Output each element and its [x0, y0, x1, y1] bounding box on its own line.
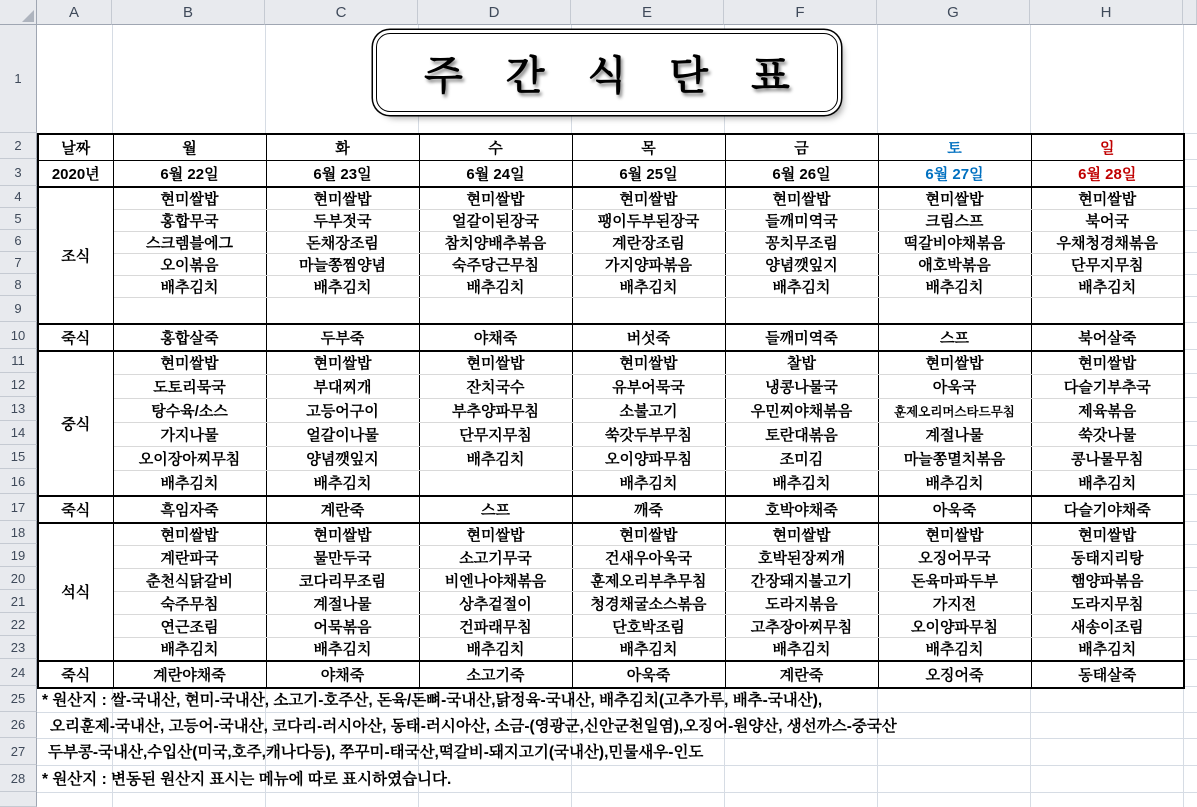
menu-cell[interactable]: [725, 298, 878, 324]
row-header-12[interactable]: 12: [0, 373, 37, 397]
date-cell-월[interactable]: 6월 22일: [113, 160, 266, 187]
row-header-15[interactable]: 15: [0, 445, 37, 469]
menu-cell[interactable]: 가지나물: [113, 423, 266, 447]
row-header-2[interactable]: 2: [0, 133, 37, 159]
footnote-line[interactable]: * 원산지 : 변동된 원산지 표시는 메뉴에 따로 표시하였습니다.: [42, 771, 452, 788]
menu-cell[interactable]: 마늘쫑멸치볶음: [878, 447, 1031, 471]
section-label-죽식-3[interactable]: 죽식: [38, 496, 113, 523]
menu-cell[interactable]: 홍합무국: [113, 210, 266, 232]
menu-cell[interactable]: 단무지무침: [1031, 254, 1184, 276]
menu-cell[interactable]: 오이볶음: [113, 254, 266, 276]
row-header-10[interactable]: 10: [0, 322, 37, 349]
row-header-8[interactable]: 8: [0, 274, 37, 296]
row-header-28[interactable]: 28: [0, 765, 37, 792]
footnote-line[interactable]: * 원산지 : 쌀-국내산, 현미-국내산, 소고기-호주산, 돈육/돈뼈-국내산,닭정육-국내산, 배추김치(고추가루, 배추-국내산),: [42, 692, 823, 709]
menu-cell[interactable]: 들깨미역국: [725, 210, 878, 232]
row-header-3[interactable]: 3: [0, 159, 37, 186]
menu-cell[interactable]: 현미쌀밥: [419, 187, 572, 210]
menu-cell[interactable]: 현미쌀밥: [266, 187, 419, 210]
menu-cell[interactable]: 가지양파볶음: [572, 254, 725, 276]
menu-cell[interactable]: 건파래무침: [419, 615, 572, 638]
menu-cell[interactable]: 다슬기부추국: [1031, 375, 1184, 399]
day-header-일[interactable]: 일: [1031, 134, 1184, 160]
menu-cell[interactable]: 쑥갓나물: [1031, 423, 1184, 447]
menu-cell[interactable]: 소불고기: [572, 399, 725, 423]
menu-cell[interactable]: 햄양파볶음: [1031, 569, 1184, 592]
footnote-line[interactable]: 두부콩-국내산,수입산(미국,호주,캐나다등), 쭈꾸미-태국산,떡갈비-돼지고기(국내산),민물새우-인도: [48, 744, 704, 761]
menu-cell[interactable]: 현미쌀밥: [572, 187, 725, 210]
porridge-cell[interactable]: 오징어죽: [878, 661, 1031, 688]
menu-cell[interactable]: 현미쌀밥: [266, 351, 419, 375]
menu-cell[interactable]: 배추김치: [572, 276, 725, 298]
row-header-18[interactable]: 18: [0, 521, 37, 544]
menu-cell[interactable]: 배추김치: [419, 276, 572, 298]
menu-cell[interactable]: 쑥갓두부무침: [572, 423, 725, 447]
menu-cell[interactable]: 배추김치: [878, 638, 1031, 661]
menu-cell[interactable]: 물만두국: [266, 546, 419, 569]
page-title: 주 간 식 단 표: [424, 54, 806, 98]
menu-cell[interactable]: 팽이두부된장국: [572, 210, 725, 232]
row-header-6[interactable]: 6: [0, 230, 37, 252]
menu-cell[interactable]: 배추김치: [419, 638, 572, 661]
menu-cell[interactable]: 훈제오리부추무침: [572, 569, 725, 592]
column-header-H[interactable]: H: [1030, 0, 1183, 25]
menu-cell[interactable]: 오이양파무침: [878, 615, 1031, 638]
row-header-27[interactable]: 27: [0, 738, 37, 765]
porridge-cell[interactable]: 들깨미역죽: [725, 324, 878, 351]
menu-cell[interactable]: 애호박볶음: [878, 254, 1031, 276]
porridge-cell[interactable]: 계란야채죽: [113, 661, 266, 688]
column-header-F[interactable]: F: [724, 0, 877, 25]
porridge-cell[interactable]: 아욱죽: [572, 661, 725, 688]
menu-cell[interactable]: 어묵볶음: [266, 615, 419, 638]
menu-cell[interactable]: 마늘쫑찜양념: [266, 254, 419, 276]
menu-cell[interactable]: 크림스프: [878, 210, 1031, 232]
date-cell-목[interactable]: 6월 25일: [572, 160, 725, 187]
menu-cell[interactable]: 참치양배추볶음: [419, 232, 572, 254]
menu-cell[interactable]: 배추김치: [878, 276, 1031, 298]
porridge-cell[interactable]: 다슬기야채죽: [1031, 496, 1184, 523]
menu-cell[interactable]: 소고기무국: [419, 546, 572, 569]
menu-cell[interactable]: 배추김치: [266, 276, 419, 298]
row-header-13[interactable]: 13: [0, 397, 37, 421]
footnote-line[interactable]: 오리훈제-국내산, 고등어-국내산, 코다리-러시아산, 동태-러시아산, 소금-(영광군,신안군천일염),오징어-원양산, 생선까스-중국산: [50, 718, 897, 735]
row-header-7[interactable]: 7: [0, 252, 37, 274]
menu-cell[interactable]: 도라지볶음: [725, 592, 878, 615]
menu-cell[interactable]: 부추양파무침: [419, 399, 572, 423]
section-label-석식[interactable]: 석식: [38, 523, 113, 661]
menu-cell[interactable]: 배추김치: [113, 276, 266, 298]
menu-cell[interactable]: 계절나물: [878, 423, 1031, 447]
menu-cell[interactable]: 배추김치: [572, 638, 725, 661]
day-header-수[interactable]: 수: [419, 134, 572, 160]
menu-cell[interactable]: 찰밥: [725, 351, 878, 375]
row-header-14[interactable]: 14: [0, 421, 37, 445]
menu-cell[interactable]: 계란장조림: [572, 232, 725, 254]
column-header-partial[interactable]: [1183, 0, 1197, 25]
menu-cell[interactable]: 스크렘블에그: [113, 232, 266, 254]
column-header-C[interactable]: C: [265, 0, 418, 25]
menu-cell[interactable]: 탕수육/소스: [113, 399, 266, 423]
day-header-목[interactable]: 목: [572, 134, 725, 160]
menu-cell[interactable]: 꽁치무조림: [725, 232, 878, 254]
porridge-cell[interactable]: 야채죽: [419, 324, 572, 351]
menu-cell[interactable]: 현미쌀밥: [113, 523, 266, 546]
date-cell-수[interactable]: 6월 24일: [419, 160, 572, 187]
menu-cell[interactable]: [419, 298, 572, 324]
row-header-26[interactable]: 26: [0, 712, 37, 738]
row-header-19[interactable]: 19: [0, 544, 37, 567]
menu-cell[interactable]: [113, 298, 266, 324]
row-header-22[interactable]: 22: [0, 613, 37, 636]
menu-cell[interactable]: 배추김치: [725, 276, 878, 298]
menu-cell[interactable]: 계절나물: [266, 592, 419, 615]
menu-cell[interactable]: [572, 298, 725, 324]
title-box[interactable]: [376, 33, 838, 112]
menu-cell[interactable]: 배추김치: [419, 447, 572, 471]
menu-cell[interactable]: 춘천식닭갈비: [113, 569, 266, 592]
menu-cell[interactable]: 현미쌀밥: [725, 187, 878, 210]
menu-cell[interactable]: 돈채장조림: [266, 232, 419, 254]
menu-cell[interactable]: 숙주당근무침: [419, 254, 572, 276]
row-header-partial[interactable]: [0, 792, 37, 807]
menu-cell[interactable]: 두부젓국: [266, 210, 419, 232]
menu-cell[interactable]: 떡갈비야채볶음: [878, 232, 1031, 254]
menu-cell[interactable]: 훈제오리머스타드무침: [878, 399, 1031, 423]
menu-cell[interactable]: 조미김: [725, 447, 878, 471]
menu-cell[interactable]: 현미쌀밥: [878, 523, 1031, 546]
date-cell-금[interactable]: 6월 26일: [725, 160, 878, 187]
date-cell-화[interactable]: 6월 23일: [266, 160, 419, 187]
day-header-금[interactable]: 금: [725, 134, 878, 160]
row-header-23[interactable]: 23: [0, 636, 37, 659]
porridge-cell[interactable]: 동태살죽: [1031, 661, 1184, 688]
column-header-G[interactable]: G: [877, 0, 1030, 25]
select-all-corner[interactable]: [0, 0, 37, 25]
day-header-월[interactable]: 월: [113, 134, 266, 160]
section-label-죽식-5[interactable]: 죽식: [38, 661, 113, 688]
menu-cell[interactable]: 잔치국수: [419, 375, 572, 399]
date-cell-토[interactable]: 6월 27일: [878, 160, 1031, 187]
menu-cell[interactable]: 비엔나야채볶음: [419, 569, 572, 592]
porridge-cell[interactable]: 계란죽: [725, 661, 878, 688]
menu-cell[interactable]: 현미쌀밥: [878, 187, 1031, 210]
row-header-21[interactable]: 21: [0, 590, 37, 613]
menu-cell[interactable]: 현미쌀밥: [113, 187, 266, 210]
menu-cell[interactable]: 단무지무침: [419, 423, 572, 447]
select-all-triangle-icon: [22, 10, 34, 22]
menu-cell[interactable]: 고등어구이: [266, 399, 419, 423]
row-headers: [0, 25, 37, 807]
menu-cell[interactable]: 가지전: [878, 592, 1031, 615]
row-header-11[interactable]: 11: [0, 349, 37, 373]
menu-cell[interactable]: 오이양파무침: [572, 447, 725, 471]
porridge-cell[interactable]: 야채죽: [266, 661, 419, 688]
column-headers: [37, 0, 1197, 25]
menu-cell[interactable]: 현미쌀밥: [113, 351, 266, 375]
porridge-cell[interactable]: 버섯죽: [572, 324, 725, 351]
menu-cell[interactable]: 배추김치: [1031, 471, 1184, 496]
menu-cell[interactable]: 현미쌀밥: [725, 523, 878, 546]
menu-cell[interactable]: 현미쌀밥: [572, 351, 725, 375]
row-header-25[interactable]: 25: [0, 686, 37, 712]
menu-cell[interactable]: 현미쌀밥: [572, 523, 725, 546]
porridge-cell[interactable]: 깨죽: [572, 496, 725, 523]
row-header-5[interactable]: 5: [0, 208, 37, 230]
menu-cell[interactable]: 배추김치: [878, 471, 1031, 496]
menu-cell[interactable]: 배추김치: [266, 638, 419, 661]
menu-cell[interactable]: 새송이조림: [1031, 615, 1184, 638]
menu-cell[interactable]: 유부어묵국: [572, 375, 725, 399]
menu-cell[interactable]: 단호박조림: [572, 615, 725, 638]
menu-cell[interactable]: 도라지무침: [1031, 592, 1184, 615]
menu-cell[interactable]: 현미쌀밥: [1031, 523, 1184, 546]
menu-cell[interactable]: 배추김치: [266, 471, 419, 496]
porridge-cell[interactable]: 스프: [878, 324, 1031, 351]
menu-cell[interactable]: 양념깻잎지: [725, 254, 878, 276]
date-label-cell[interactable]: 날짜: [38, 134, 113, 160]
section-label-조식[interactable]: 조식: [38, 187, 113, 324]
menu-cell[interactable]: 호박된장찌개: [725, 546, 878, 569]
menu-cell[interactable]: 계란파국: [113, 546, 266, 569]
porridge-cell[interactable]: 두부죽: [266, 324, 419, 351]
menu-cell[interactable]: 현미쌀밥: [419, 351, 572, 375]
porridge-cell[interactable]: 소고기죽: [419, 661, 572, 688]
section-label-죽식-1[interactable]: 죽식: [38, 324, 113, 351]
day-header-화[interactable]: 화: [266, 134, 419, 160]
menu-cell[interactable]: 돈육마파두부: [878, 569, 1031, 592]
column-header-B[interactable]: B: [112, 0, 265, 25]
menu-cell[interactable]: 오징어무국: [878, 546, 1031, 569]
menu-cell[interactable]: 제육볶음: [1031, 399, 1184, 423]
menu-cell[interactable]: 청경채굴소스볶음: [572, 592, 725, 615]
menu-cell[interactable]: [1031, 298, 1184, 324]
row-header-16[interactable]: 16: [0, 469, 37, 494]
menu-cell[interactable]: 배추김치: [1031, 638, 1184, 661]
menu-cell[interactable]: [878, 298, 1031, 324]
menu-cell[interactable]: 배추김치: [1031, 276, 1184, 298]
menu-cell[interactable]: 숙주무침: [113, 592, 266, 615]
menu-cell[interactable]: 우민찌야채볶음: [725, 399, 878, 423]
menu-cell[interactable]: 코다리무조림: [266, 569, 419, 592]
menu-cell[interactable]: 우채청경채볶음: [1031, 232, 1184, 254]
menu-cell[interactable]: 배추김치: [113, 638, 266, 661]
porridge-cell[interactable]: 계란죽: [266, 496, 419, 523]
menu-cell[interactable]: 간장돼지불고기: [725, 569, 878, 592]
menu-cell[interactable]: 동태지리탕: [1031, 546, 1184, 569]
menu-cell[interactable]: 냉콩나물국: [725, 375, 878, 399]
porridge-cell[interactable]: 아욱죽: [878, 496, 1031, 523]
menu-cell[interactable]: [266, 298, 419, 324]
row-header-20[interactable]: 20: [0, 567, 37, 590]
date-cell-일[interactable]: 6월 28일: [1031, 160, 1184, 187]
menu-cell[interactable]: 얼갈이나물: [266, 423, 419, 447]
year-cell[interactable]: 2020년: [38, 160, 113, 187]
menu-cell[interactable]: 오이장아찌무침: [113, 447, 266, 471]
menu-cell[interactable]: 배추김치: [725, 638, 878, 661]
row-header-4[interactable]: 4: [0, 186, 37, 208]
menu-cell[interactable]: 배추김치: [113, 471, 266, 496]
porridge-cell[interactable]: 북어살죽: [1031, 324, 1184, 351]
porridge-cell[interactable]: 호박야채죽: [725, 496, 878, 523]
menu-cell[interactable]: 북어국: [1031, 210, 1184, 232]
porridge-cell[interactable]: 스프: [419, 496, 572, 523]
menu-cell[interactable]: 건새우아욱국: [572, 546, 725, 569]
menu-cell[interactable]: 현미쌀밥: [878, 351, 1031, 375]
column-header-A[interactable]: A: [37, 0, 112, 25]
section-label-중식[interactable]: 중식: [38, 351, 113, 496]
menu-cell[interactable]: 연근조림: [113, 615, 266, 638]
menu-cell[interactable]: 도토리묵국: [113, 375, 266, 399]
menu-cell[interactable]: 부대찌개: [266, 375, 419, 399]
column-header-E[interactable]: E: [571, 0, 724, 25]
menu-cell[interactable]: 현미쌀밥: [419, 523, 572, 546]
menu-cell[interactable]: 양념깻잎지: [266, 447, 419, 471]
menu-cell[interactable]: 현미쌀밥: [1031, 351, 1184, 375]
weekly-menu-table: [37, 133, 1185, 689]
porridge-cell[interactable]: 흑임자죽: [113, 496, 266, 523]
day-header-토[interactable]: 토: [878, 134, 1031, 160]
menu-cell[interactable]: 아욱국: [878, 375, 1031, 399]
row-header-9[interactable]: 9: [0, 296, 37, 322]
menu-cell[interactable]: 배추김치: [725, 471, 878, 496]
menu-cell[interactable]: 얼갈이된장국: [419, 210, 572, 232]
menu-cell[interactable]: 콩나물무침: [1031, 447, 1184, 471]
menu-cell[interactable]: 고추장아찌무침: [725, 615, 878, 638]
row-header-24[interactable]: 24: [0, 659, 37, 686]
horizontal-gridline: [37, 792, 1197, 793]
porridge-cell[interactable]: 홍합살죽: [113, 324, 266, 351]
menu-cell[interactable]: 상추겉절이: [419, 592, 572, 615]
row-header-1[interactable]: 1: [0, 25, 37, 133]
menu-cell[interactable]: 현미쌀밥: [1031, 187, 1184, 210]
column-header-D[interactable]: D: [418, 0, 571, 25]
row-header-17[interactable]: 17: [0, 494, 37, 521]
menu-cell[interactable]: 배추김치: [572, 471, 725, 496]
menu-cell[interactable]: [419, 471, 572, 496]
menu-cell[interactable]: 현미쌀밥: [266, 523, 419, 546]
menu-cell[interactable]: 토란대볶음: [725, 423, 878, 447]
